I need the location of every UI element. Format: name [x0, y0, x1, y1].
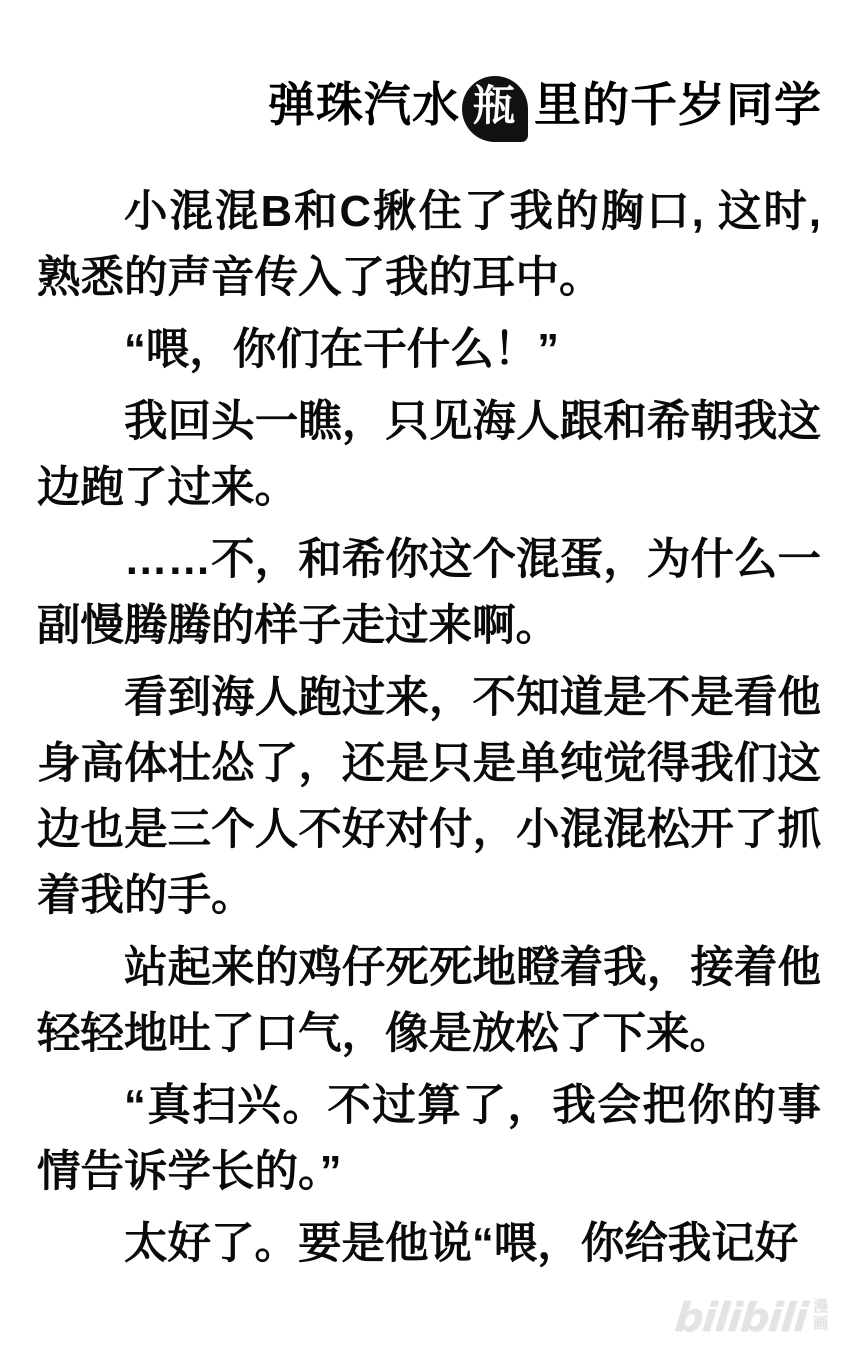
bilibili-watermark — [673, 1295, 830, 1341]
novel-body — [37, 179, 821, 1283]
chapter-title-prefix: 弹珠汽水 — [268, 80, 460, 132]
chapter-title-suffix: 里的千岁同学 — [534, 80, 822, 132]
novel-paragraph: “真扫兴。不过算了，我会把你的事情告诉学长的。” — [37, 1082, 821, 1196]
novel-paragraph: “喂，你们在干什么！” — [124, 326, 559, 374]
novel-paragraph: 看到海人跑过来，不知道是不是看他身高体壮怂了，还是只是单纯觉得我们这边也是三个人不好对付，小混混松开了抓着我的手。 — [37, 674, 821, 920]
bottle-badge-icon — [462, 76, 528, 142]
bottle-badge-char: 瓶 — [472, 83, 515, 130]
chapter-title — [0, 68, 822, 135]
manhua-badge: 漫画 — [813, 1297, 829, 1332]
novel-paragraph: 站起来的鸡仔死死地瞪着我，接着他轻轻地吐了口气，像是放松了下来。 — [37, 944, 821, 1058]
novel-paragraph: 太好了。要是他说“喂，你给我记好 — [124, 1220, 799, 1268]
novel-paragraph: 我回头一瞧，只见海人跟和希朝我这边跑了过来。 — [37, 398, 821, 512]
bilibili-logo: bilibili — [673, 1295, 810, 1341]
novel-paragraph: ……不，和希你这个混蛋，为什么一副慢腾腾的样子走过来啊。 — [37, 536, 821, 650]
novel-paragraph: 小混混B和C揪住了我的胸口, 这时, 熟悉的声音传入了我的耳中。 — [37, 188, 821, 302]
